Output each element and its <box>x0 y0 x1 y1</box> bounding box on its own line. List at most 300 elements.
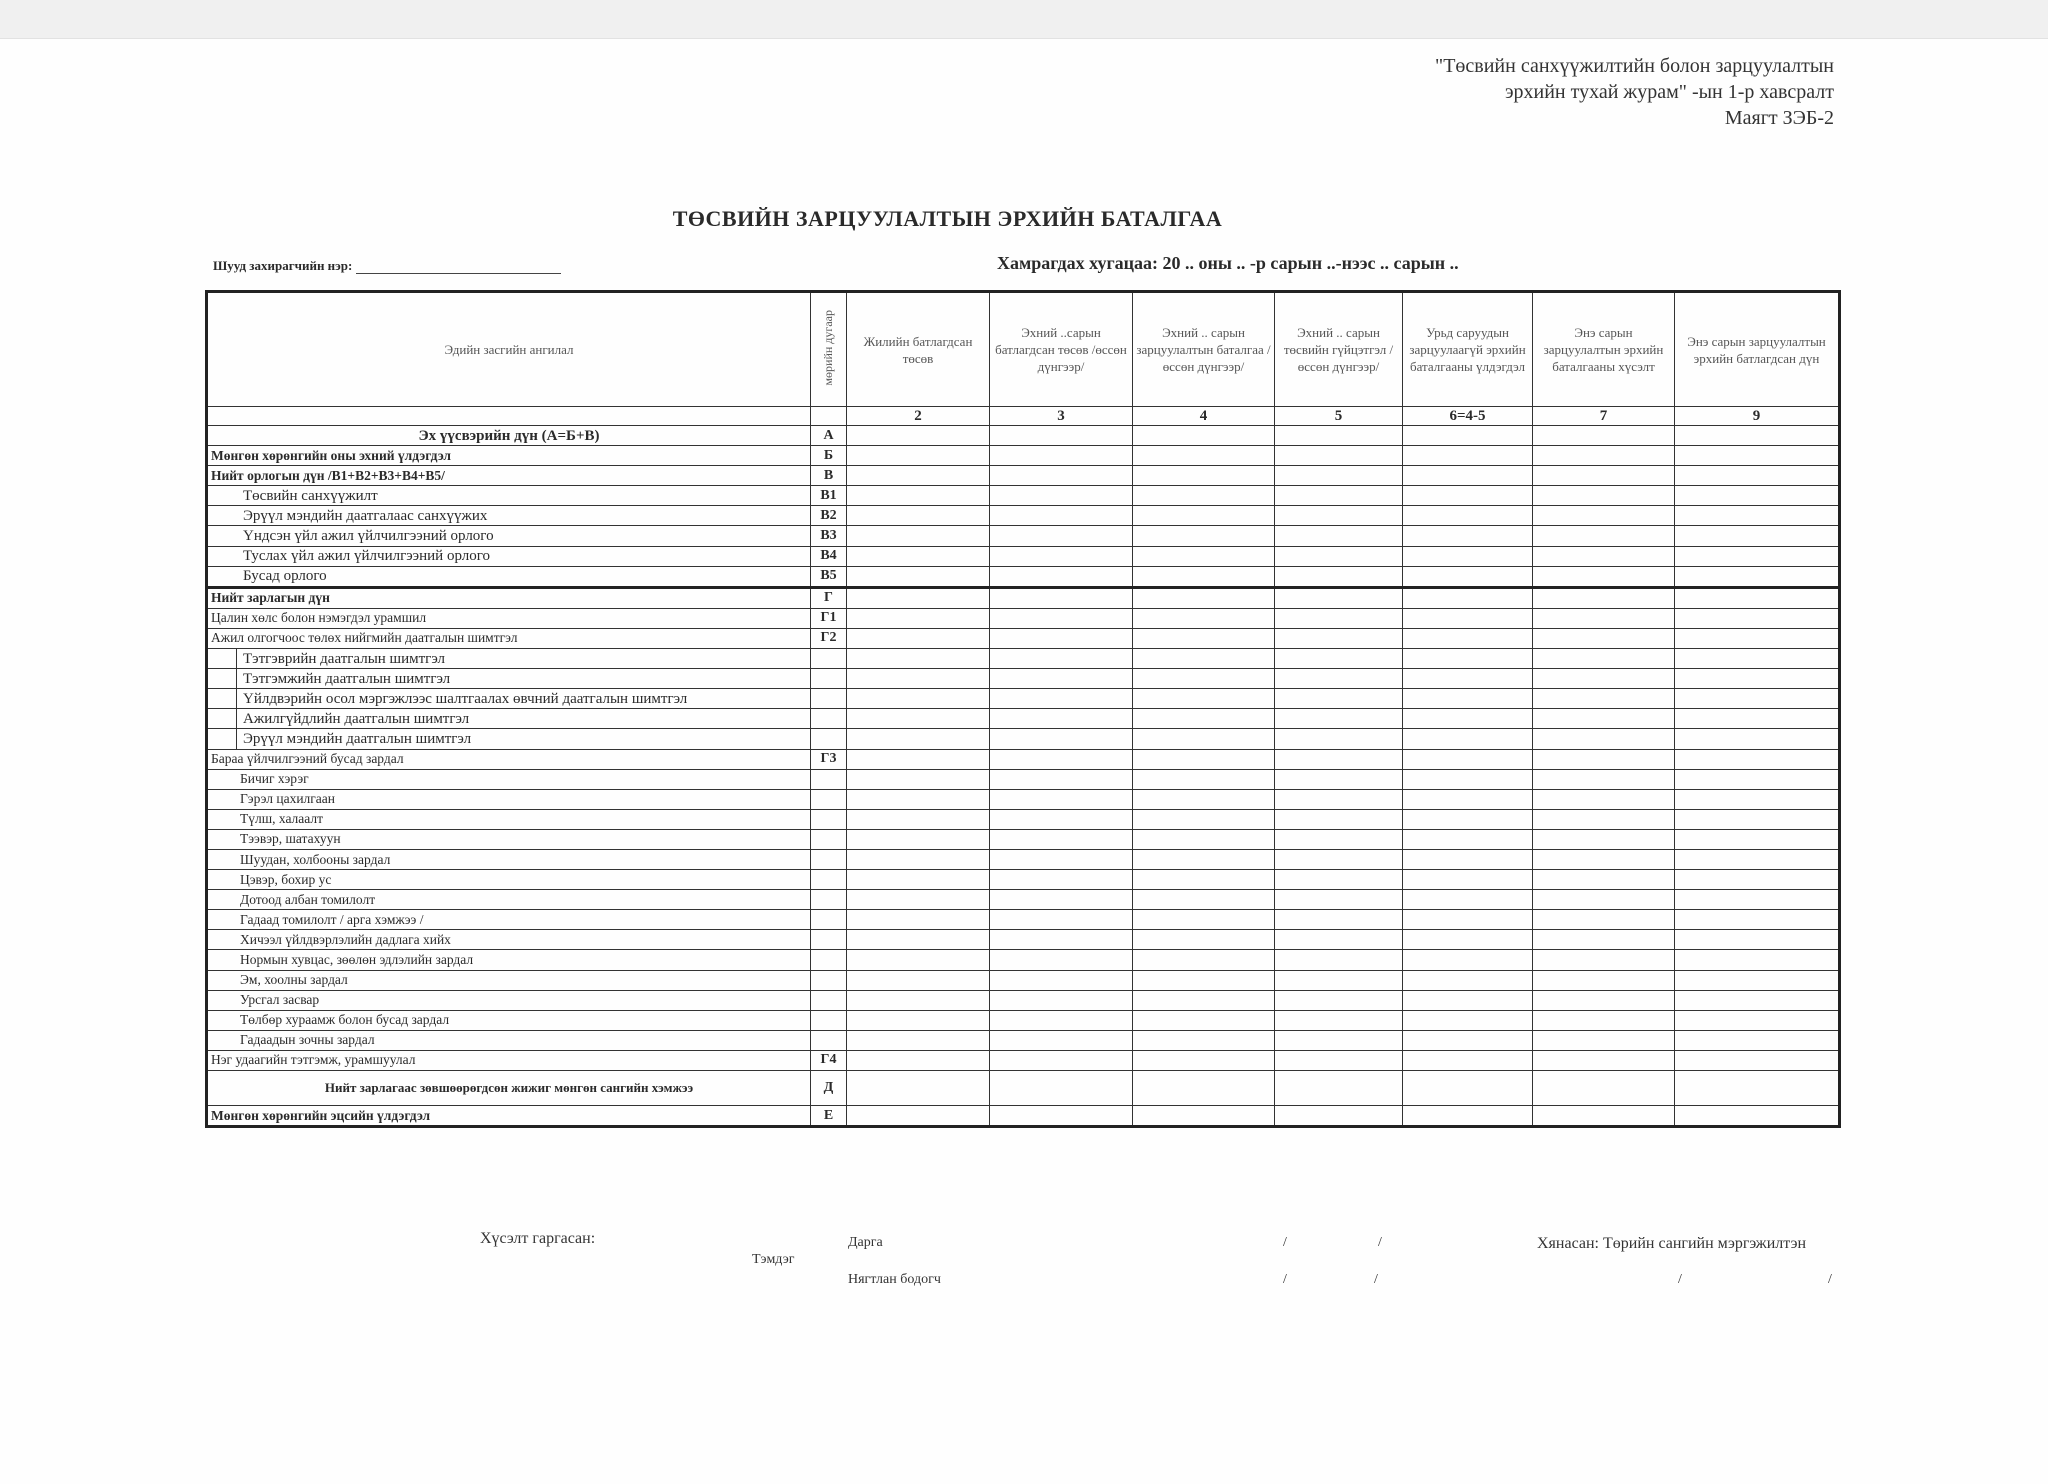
value-cell[interactable] <box>847 649 990 669</box>
value-cell[interactable] <box>1533 608 1675 628</box>
value-cell[interactable] <box>990 1050 1133 1070</box>
value-cell[interactable] <box>1403 546 1533 566</box>
value-cell[interactable] <box>1675 628 1840 648</box>
value-cell[interactable] <box>1403 910 1533 930</box>
value-cell[interactable] <box>1533 546 1675 566</box>
value-cell[interactable] <box>1403 669 1533 689</box>
value-cell[interactable] <box>990 669 1133 689</box>
table-row <box>207 628 1840 648</box>
row-code: В1 <box>811 486 847 506</box>
value-cell[interactable] <box>1275 1010 1403 1030</box>
value-cell[interactable] <box>1403 1071 1533 1106</box>
table-row <box>207 849 1840 869</box>
value-cell[interactable] <box>847 1030 990 1050</box>
value-cell[interactable] <box>847 506 990 526</box>
value-cell[interactable] <box>1675 1030 1840 1050</box>
value-cell[interactable] <box>1675 506 1840 526</box>
value-cell[interactable] <box>1275 546 1403 566</box>
value-cell[interactable] <box>1675 1010 1840 1030</box>
value-cell[interactable] <box>1675 729 1840 749</box>
value-cell[interactable] <box>1275 669 1403 689</box>
row-label: Бараа үйлчилгээний бусад зардал <box>207 749 811 769</box>
accountant-slash-2: / <box>1374 1272 1378 1287</box>
value-cell[interactable] <box>1675 649 1840 669</box>
value-cell[interactable] <box>1133 990 1275 1010</box>
value-cell[interactable] <box>990 587 1133 608</box>
value-cell[interactable] <box>1133 486 1275 506</box>
row-code <box>811 729 847 749</box>
value-cell[interactable] <box>1533 506 1675 526</box>
row-code <box>811 970 847 990</box>
value-cell[interactable] <box>990 870 1133 890</box>
value-cell[interactable] <box>990 990 1133 1010</box>
value-cell[interactable] <box>1133 809 1275 829</box>
row-code: Г2 <box>811 628 847 648</box>
column-numbers-row <box>207 407 1840 426</box>
value-cell[interactable] <box>990 446 1133 466</box>
value-cell[interactable] <box>847 950 990 970</box>
value-cell[interactable] <box>1533 709 1675 729</box>
value-cell[interactable] <box>1675 446 1840 466</box>
value-cell[interactable] <box>1675 426 1840 446</box>
value-cell[interactable] <box>1533 970 1675 990</box>
row-code <box>811 870 847 890</box>
value-cell[interactable] <box>1533 890 1675 910</box>
value-cell[interactable] <box>990 1010 1133 1030</box>
row-label: Эрүүл мэндийн даатгалаас санхүүжих <box>207 506 811 526</box>
value-cell[interactable] <box>1133 669 1275 689</box>
value-cell[interactable] <box>1133 546 1275 566</box>
value-cell[interactable] <box>1533 990 1675 1010</box>
accountant-slash-1: / <box>1283 1272 1287 1287</box>
value-cell[interactable] <box>1275 1106 1403 1127</box>
table-row <box>207 1010 1840 1030</box>
value-cell[interactable] <box>1533 526 1675 546</box>
accountant-label: Нягтлан бодогч <box>848 1272 941 1287</box>
value-cell[interactable] <box>990 526 1133 546</box>
value-cell[interactable] <box>1403 446 1533 466</box>
value-cell[interactable] <box>990 829 1133 849</box>
value-cell[interactable] <box>1275 910 1403 930</box>
row-label: Бусад орлого <box>207 566 811 587</box>
value-cell[interactable] <box>1275 1030 1403 1050</box>
value-cell[interactable] <box>990 689 1133 709</box>
value-cell[interactable] <box>1403 950 1533 970</box>
value-cell[interactable] <box>1403 769 1533 789</box>
value-cell[interactable] <box>1533 789 1675 809</box>
value-cell[interactable] <box>1133 466 1275 486</box>
value-cell[interactable] <box>1533 689 1675 709</box>
table-row <box>207 930 1840 950</box>
value-cell[interactable] <box>1275 1071 1403 1106</box>
value-cell[interactable] <box>1133 890 1275 910</box>
value-cell[interactable] <box>1275 526 1403 546</box>
table-row <box>207 446 1840 466</box>
value-cell[interactable] <box>1533 930 1675 950</box>
value-cell[interactable] <box>1533 829 1675 849</box>
value-cell[interactable] <box>1275 486 1403 506</box>
value-cell[interactable] <box>1403 870 1533 890</box>
value-cell[interactable] <box>1133 649 1275 669</box>
value-cell[interactable] <box>1675 930 1840 950</box>
value-cell[interactable] <box>1275 809 1403 829</box>
value-cell[interactable] <box>1275 506 1403 526</box>
value-cell[interactable] <box>990 1030 1133 1050</box>
value-cell[interactable] <box>1275 426 1403 446</box>
value-cell[interactable] <box>1533 950 1675 970</box>
value-cell[interactable] <box>847 890 990 910</box>
value-cell[interactable] <box>1275 990 1403 1010</box>
value-cell[interactable] <box>1275 890 1403 910</box>
manager-name-field <box>213 258 561 274</box>
column-number: 3 <box>990 407 1133 426</box>
value-cell[interactable] <box>1675 749 1840 769</box>
value-cell[interactable] <box>847 608 990 628</box>
table-row <box>207 1030 1840 1050</box>
value-cell[interactable] <box>847 566 990 587</box>
value-cell[interactable] <box>1275 587 1403 608</box>
row-label: Урсгал засвар <box>207 990 811 1010</box>
value-cell[interactable] <box>847 849 990 869</box>
row-label: Түлш, халаалт <box>207 809 811 829</box>
value-cell[interactable] <box>1533 870 1675 890</box>
value-cell[interactable] <box>1403 1030 1533 1050</box>
value-cell[interactable] <box>1533 769 1675 789</box>
value-cell[interactable] <box>990 709 1133 729</box>
value-cell[interactable] <box>1403 426 1533 446</box>
value-cell[interactable] <box>1133 689 1275 709</box>
value-cell[interactable] <box>1675 689 1840 709</box>
value-cell[interactable] <box>1403 930 1533 950</box>
row-code <box>811 829 847 849</box>
header-col-5: Эхний .. сарын төсвийн гүйцэтгэл /өссөн дүнгээр/ <box>1275 292 1403 407</box>
value-cell[interactable] <box>1675 1071 1840 1106</box>
row-label: Нэг удаагийн тэтгэмж, урамшуулал <box>207 1050 811 1070</box>
reviewed-by-label: Хянасан: Төрийн сангийн мэргэжилтэн <box>1537 1235 1807 1252</box>
value-cell[interactable] <box>990 769 1133 789</box>
value-cell[interactable] <box>847 870 990 890</box>
value-cell[interactable] <box>1533 566 1675 587</box>
value-cell[interactable] <box>990 506 1133 526</box>
row-code <box>811 1010 847 1030</box>
table-row <box>207 709 1840 729</box>
value-cell[interactable] <box>1533 587 1675 608</box>
row-label: Нормын хувцас, зөөлөн эдлэлийн зардал <box>207 950 811 970</box>
value-cell[interactable] <box>1403 789 1533 809</box>
value-cell[interactable] <box>1275 930 1403 950</box>
value-cell[interactable] <box>1133 769 1275 789</box>
row-code: Г3 <box>811 749 847 769</box>
value-cell[interactable] <box>847 990 990 1010</box>
value-cell[interactable] <box>1675 1106 1840 1127</box>
value-cell[interactable] <box>847 970 990 990</box>
value-cell[interactable] <box>1403 608 1533 628</box>
value-cell[interactable] <box>1133 608 1275 628</box>
value-cell[interactable] <box>990 970 1133 990</box>
value-cell[interactable] <box>1133 1106 1275 1127</box>
value-cell[interactable] <box>990 1106 1133 1127</box>
value-cell[interactable] <box>1275 970 1403 990</box>
value-cell[interactable] <box>1403 566 1533 587</box>
value-cell[interactable] <box>1675 769 1840 789</box>
value-cell[interactable] <box>1403 506 1533 526</box>
value-cell[interactable] <box>1533 1030 1675 1050</box>
header-col-7: Энэ сарын зарцуулалтын эрхийн баталгааны хүсэлт <box>1533 292 1675 407</box>
row-label: Төсвийн санхүүжилт <box>207 486 811 506</box>
value-cell[interactable] <box>1275 689 1403 709</box>
table-row <box>207 526 1840 546</box>
value-cell[interactable] <box>1275 608 1403 628</box>
value-cell[interactable] <box>1275 1050 1403 1070</box>
value-cell[interactable] <box>1533 649 1675 669</box>
value-cell[interactable] <box>847 749 990 769</box>
header-category: Эдийн засгийн ангилал <box>207 292 811 407</box>
value-cell[interactable] <box>847 1050 990 1070</box>
value-cell[interactable] <box>847 1071 990 1106</box>
value-cell[interactable] <box>1133 1050 1275 1070</box>
value-cell[interactable] <box>1133 930 1275 950</box>
value-cell[interactable] <box>1133 709 1275 729</box>
value-cell[interactable] <box>1533 628 1675 648</box>
value-cell[interactable] <box>1675 990 1840 1010</box>
value-cell[interactable] <box>1403 709 1533 729</box>
value-cell[interactable] <box>847 426 990 446</box>
value-cell[interactable] <box>847 546 990 566</box>
value-cell[interactable] <box>1275 749 1403 769</box>
value-cell[interactable] <box>1675 809 1840 829</box>
value-cell[interactable] <box>1675 1050 1840 1070</box>
value-cell[interactable] <box>1675 566 1840 587</box>
value-cell[interactable] <box>847 669 990 689</box>
value-cell[interactable] <box>1275 789 1403 809</box>
value-cell[interactable] <box>1675 950 1840 970</box>
header-row <box>207 292 1840 407</box>
value-cell[interactable] <box>1675 870 1840 890</box>
value-cell[interactable] <box>990 426 1133 446</box>
value-cell[interactable] <box>1403 649 1533 669</box>
table-row <box>207 466 1840 486</box>
value-cell[interactable] <box>1675 970 1840 990</box>
value-cell[interactable] <box>847 689 990 709</box>
header-col-9: Энэ сарын зарцуулалтын эрхийн батлагдсан дүн <box>1675 292 1840 407</box>
column-number: 5 <box>1275 407 1403 426</box>
value-cell[interactable] <box>1275 950 1403 970</box>
value-cell[interactable] <box>1403 829 1533 849</box>
row-code <box>811 649 847 669</box>
value-cell[interactable] <box>847 769 990 789</box>
reviewer-slash-2: / <box>1828 1272 1832 1287</box>
value-cell[interactable] <box>847 446 990 466</box>
value-cell[interactable] <box>990 950 1133 970</box>
value-cell[interactable] <box>847 829 990 849</box>
header-col-6: Урьд саруудын зарцуулаагүй эрхийн баталгааны үлдэгдэл <box>1403 292 1533 407</box>
table-row <box>207 1050 1840 1070</box>
value-cell[interactable] <box>1533 466 1675 486</box>
value-cell[interactable] <box>990 466 1133 486</box>
value-cell[interactable] <box>1133 1071 1275 1106</box>
value-cell[interactable] <box>1403 809 1533 829</box>
value-cell[interactable] <box>1133 729 1275 749</box>
value-cell[interactable] <box>1403 749 1533 769</box>
value-cell[interactable] <box>1133 1010 1275 1030</box>
value-cell[interactable] <box>1403 849 1533 869</box>
table-row <box>207 749 1840 769</box>
value-cell[interactable] <box>1133 789 1275 809</box>
value-cell[interactable] <box>1275 729 1403 749</box>
value-cell[interactable] <box>1403 990 1533 1010</box>
value-cell[interactable] <box>1675 789 1840 809</box>
value-cell[interactable] <box>990 649 1133 669</box>
value-cell[interactable] <box>1133 910 1275 930</box>
value-cell[interactable] <box>1133 970 1275 990</box>
value-cell[interactable] <box>990 749 1133 769</box>
value-cell[interactable] <box>1403 486 1533 506</box>
value-cell[interactable] <box>1133 628 1275 648</box>
table-row <box>207 649 1840 669</box>
value-cell[interactable] <box>1275 829 1403 849</box>
value-cell[interactable] <box>1275 769 1403 789</box>
value-cell[interactable] <box>1675 709 1840 729</box>
value-cell[interactable] <box>1533 1050 1675 1070</box>
value-cell[interactable] <box>1403 729 1533 749</box>
value-cell[interactable] <box>1403 689 1533 709</box>
value-cell[interactable] <box>847 789 990 809</box>
value-cell[interactable] <box>1275 870 1403 890</box>
value-cell[interactable] <box>1133 829 1275 849</box>
value-cell[interactable] <box>990 849 1133 869</box>
value-cell[interactable] <box>1275 628 1403 648</box>
value-cell[interactable] <box>990 910 1133 930</box>
value-cell[interactable] <box>1533 729 1675 749</box>
value-cell[interactable] <box>1533 446 1675 466</box>
value-cell[interactable] <box>1675 526 1840 546</box>
value-cell[interactable] <box>1403 587 1533 608</box>
value-cell[interactable] <box>1133 1030 1275 1050</box>
value-cell[interactable] <box>1133 566 1275 587</box>
value-cell[interactable] <box>990 566 1133 587</box>
value-cell[interactable] <box>1133 526 1275 546</box>
value-cell[interactable] <box>1275 566 1403 587</box>
row-label: Мөнгөн хөрөнгийн оны эхний үлдэгдэл <box>207 446 811 466</box>
value-cell[interactable] <box>1133 426 1275 446</box>
value-cell[interactable] <box>847 486 990 506</box>
value-cell[interactable] <box>1403 1010 1533 1030</box>
value-cell[interactable] <box>1533 1071 1675 1106</box>
value-cell[interactable] <box>1133 446 1275 466</box>
value-cell[interactable] <box>1533 749 1675 769</box>
period-label: Хамрагдах хугацаа: 20 .. оны .. -р сарын ..-нээс .. сарын .. <box>997 253 1459 273</box>
value-cell[interactable] <box>847 910 990 930</box>
row-label: Цалин хөлс болон нэмэгдэл урамшил <box>207 608 811 628</box>
value-cell[interactable] <box>990 608 1133 628</box>
form-title: ТӨСВИЙН ЗАРЦУУЛАЛТЫН ЭРХИЙН БАТАЛГАА <box>672 206 1223 231</box>
row-label: Тэтгэврийн даатгалын шимтгэл <box>207 649 811 669</box>
value-cell[interactable] <box>1275 709 1403 729</box>
value-cell[interactable] <box>1675 587 1840 608</box>
value-cell[interactable] <box>1403 1106 1533 1127</box>
value-cell[interactable] <box>990 628 1133 648</box>
value-cell[interactable] <box>1403 890 1533 910</box>
value-cell[interactable] <box>1675 910 1840 930</box>
value-cell[interactable] <box>1675 890 1840 910</box>
value-cell[interactable] <box>990 729 1133 749</box>
value-cell[interactable] <box>1133 950 1275 970</box>
table-row <box>207 769 1840 789</box>
table-row <box>207 729 1840 749</box>
manager-blank-line <box>356 261 561 274</box>
value-cell[interactable] <box>1533 669 1675 689</box>
value-cell[interactable] <box>847 587 990 608</box>
table-row <box>207 829 1840 849</box>
value-cell[interactable] <box>1533 1106 1675 1127</box>
value-cell[interactable] <box>1403 970 1533 990</box>
row-code <box>811 930 847 950</box>
value-cell[interactable] <box>990 890 1133 910</box>
value-cell[interactable] <box>847 1010 990 1030</box>
row-code: В2 <box>811 506 847 526</box>
value-cell[interactable] <box>1533 910 1675 930</box>
value-cell[interactable] <box>1533 486 1675 506</box>
column-number-blank <box>811 407 847 426</box>
value-cell[interactable] <box>847 466 990 486</box>
value-cell[interactable] <box>1133 749 1275 769</box>
value-cell[interactable] <box>1675 669 1840 689</box>
value-cell[interactable] <box>1533 809 1675 829</box>
header-code <box>811 292 847 407</box>
row-label: Хичээл үйлдвэрлэлийн дадлага хийх <box>207 930 811 950</box>
value-cell[interactable] <box>990 789 1133 809</box>
value-cell[interactable] <box>847 709 990 729</box>
value-cell[interactable] <box>847 729 990 749</box>
value-cell[interactable] <box>1403 526 1533 546</box>
value-cell[interactable] <box>990 1071 1133 1106</box>
value-cell[interactable] <box>1403 466 1533 486</box>
value-cell[interactable] <box>1403 1050 1533 1070</box>
value-cell[interactable] <box>1675 608 1840 628</box>
row-label: Үйлдвэрийн осол мэргэжлээс шалтгаалах өвчний даатгалын шимтгэл <box>207 689 811 709</box>
value-cell[interactable] <box>990 930 1133 950</box>
value-cell[interactable] <box>1675 546 1840 566</box>
value-cell[interactable] <box>1675 466 1840 486</box>
value-cell[interactable] <box>847 930 990 950</box>
value-cell[interactable] <box>1275 849 1403 869</box>
value-cell[interactable] <box>1533 1010 1675 1030</box>
value-cell[interactable] <box>1403 628 1533 648</box>
value-cell[interactable] <box>847 1106 990 1127</box>
value-cell[interactable] <box>990 486 1133 506</box>
value-cell[interactable] <box>1133 849 1275 869</box>
value-cell[interactable] <box>1275 466 1403 486</box>
value-cell[interactable] <box>990 809 1133 829</box>
value-cell[interactable] <box>1133 870 1275 890</box>
annex-line-3: Маягт ЗЭБ-2 <box>1724 107 1834 129</box>
value-cell[interactable] <box>1533 426 1675 446</box>
value-cell[interactable] <box>1675 486 1840 506</box>
value-cell[interactable] <box>847 628 990 648</box>
value-cell[interactable] <box>990 546 1133 566</box>
value-cell[interactable] <box>847 526 990 546</box>
value-cell[interactable] <box>847 809 990 829</box>
column-number: 7 <box>1533 407 1675 426</box>
value-cell[interactable] <box>1533 849 1675 869</box>
value-cell[interactable] <box>1133 506 1275 526</box>
value-cell[interactable] <box>1675 849 1840 869</box>
value-cell[interactable] <box>1675 829 1840 849</box>
value-cell[interactable] <box>1275 649 1403 669</box>
row-code: Е <box>811 1106 847 1127</box>
value-cell[interactable] <box>1133 587 1275 608</box>
value-cell[interactable] <box>1275 446 1403 466</box>
